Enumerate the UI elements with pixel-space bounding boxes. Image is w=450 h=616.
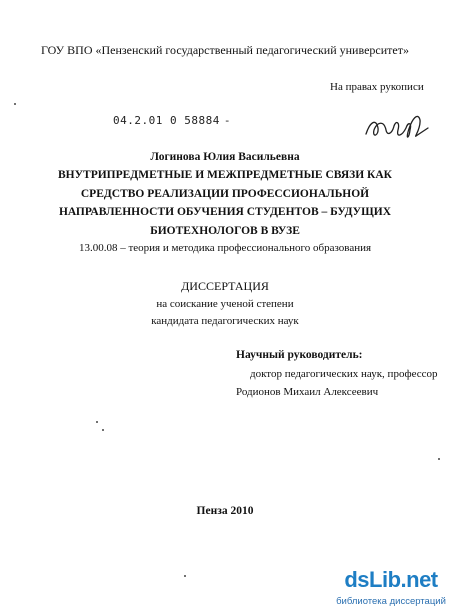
document-type: ДИССЕРТАЦИЯ — [181, 279, 269, 293]
institution-name: ГОУ ВПО «Пензенский государственный педагогический университет» — [41, 43, 409, 57]
scan-speck — [102, 429, 104, 431]
supervisor-degree: доктор педагогических наук, профессор — [250, 368, 438, 380]
dissertation-title-line: НАПРАВЛЕННОСТИ ОБУЧЕНИЯ СТУДЕНТОВ – БУДУЩИХ — [58, 206, 392, 218]
author-name: Логинова Юлия Васильевна — [150, 151, 300, 163]
supervisor-name: Родионов Михаил Алексеевич — [236, 386, 379, 398]
specialty-code: 13.00.08 – теория и методика профессионального образования — [78, 242, 372, 254]
watermark-subtitle: библиотека диссертаций — [336, 596, 446, 607]
watermark-logo: dsLib.net — [344, 567, 438, 592]
dissertation-title-line: БИОТЕХНОЛОГОВ В ВУЗЕ — [150, 225, 300, 237]
handwritten-signature — [362, 108, 432, 144]
dissertation-title-line: ВНУТРИПРЕДМЕТНЫЕ И МЕЖПРЕДМЕТНЫЕ СВЯЗИ КАК — [57, 169, 393, 181]
city-year: Пенза 2010 — [196, 505, 254, 517]
dslib-watermark — [336, 565, 446, 613]
registration-stamp — [113, 114, 231, 127]
degree-line: кандидата педагогических наук — [151, 315, 299, 327]
stamp-dash: - — [223, 114, 231, 127]
scan-speck — [96, 421, 98, 423]
scan-speck — [438, 458, 440, 460]
scan-speck — [184, 575, 186, 577]
supervisor-label: Научный руководитель: — [236, 349, 363, 361]
stamp-number: 04.2.01 0 58884 — [113, 114, 220, 127]
rights-note: На правах рукописи — [330, 81, 424, 93]
dissertation-title-line: СРЕДСТВО РЕАЛИЗАЦИИ ПРОФЕССИОНАЛЬНОЙ — [80, 188, 370, 200]
degree-line: на соискание ученой степени — [156, 298, 294, 310]
scan-speck — [14, 103, 16, 105]
